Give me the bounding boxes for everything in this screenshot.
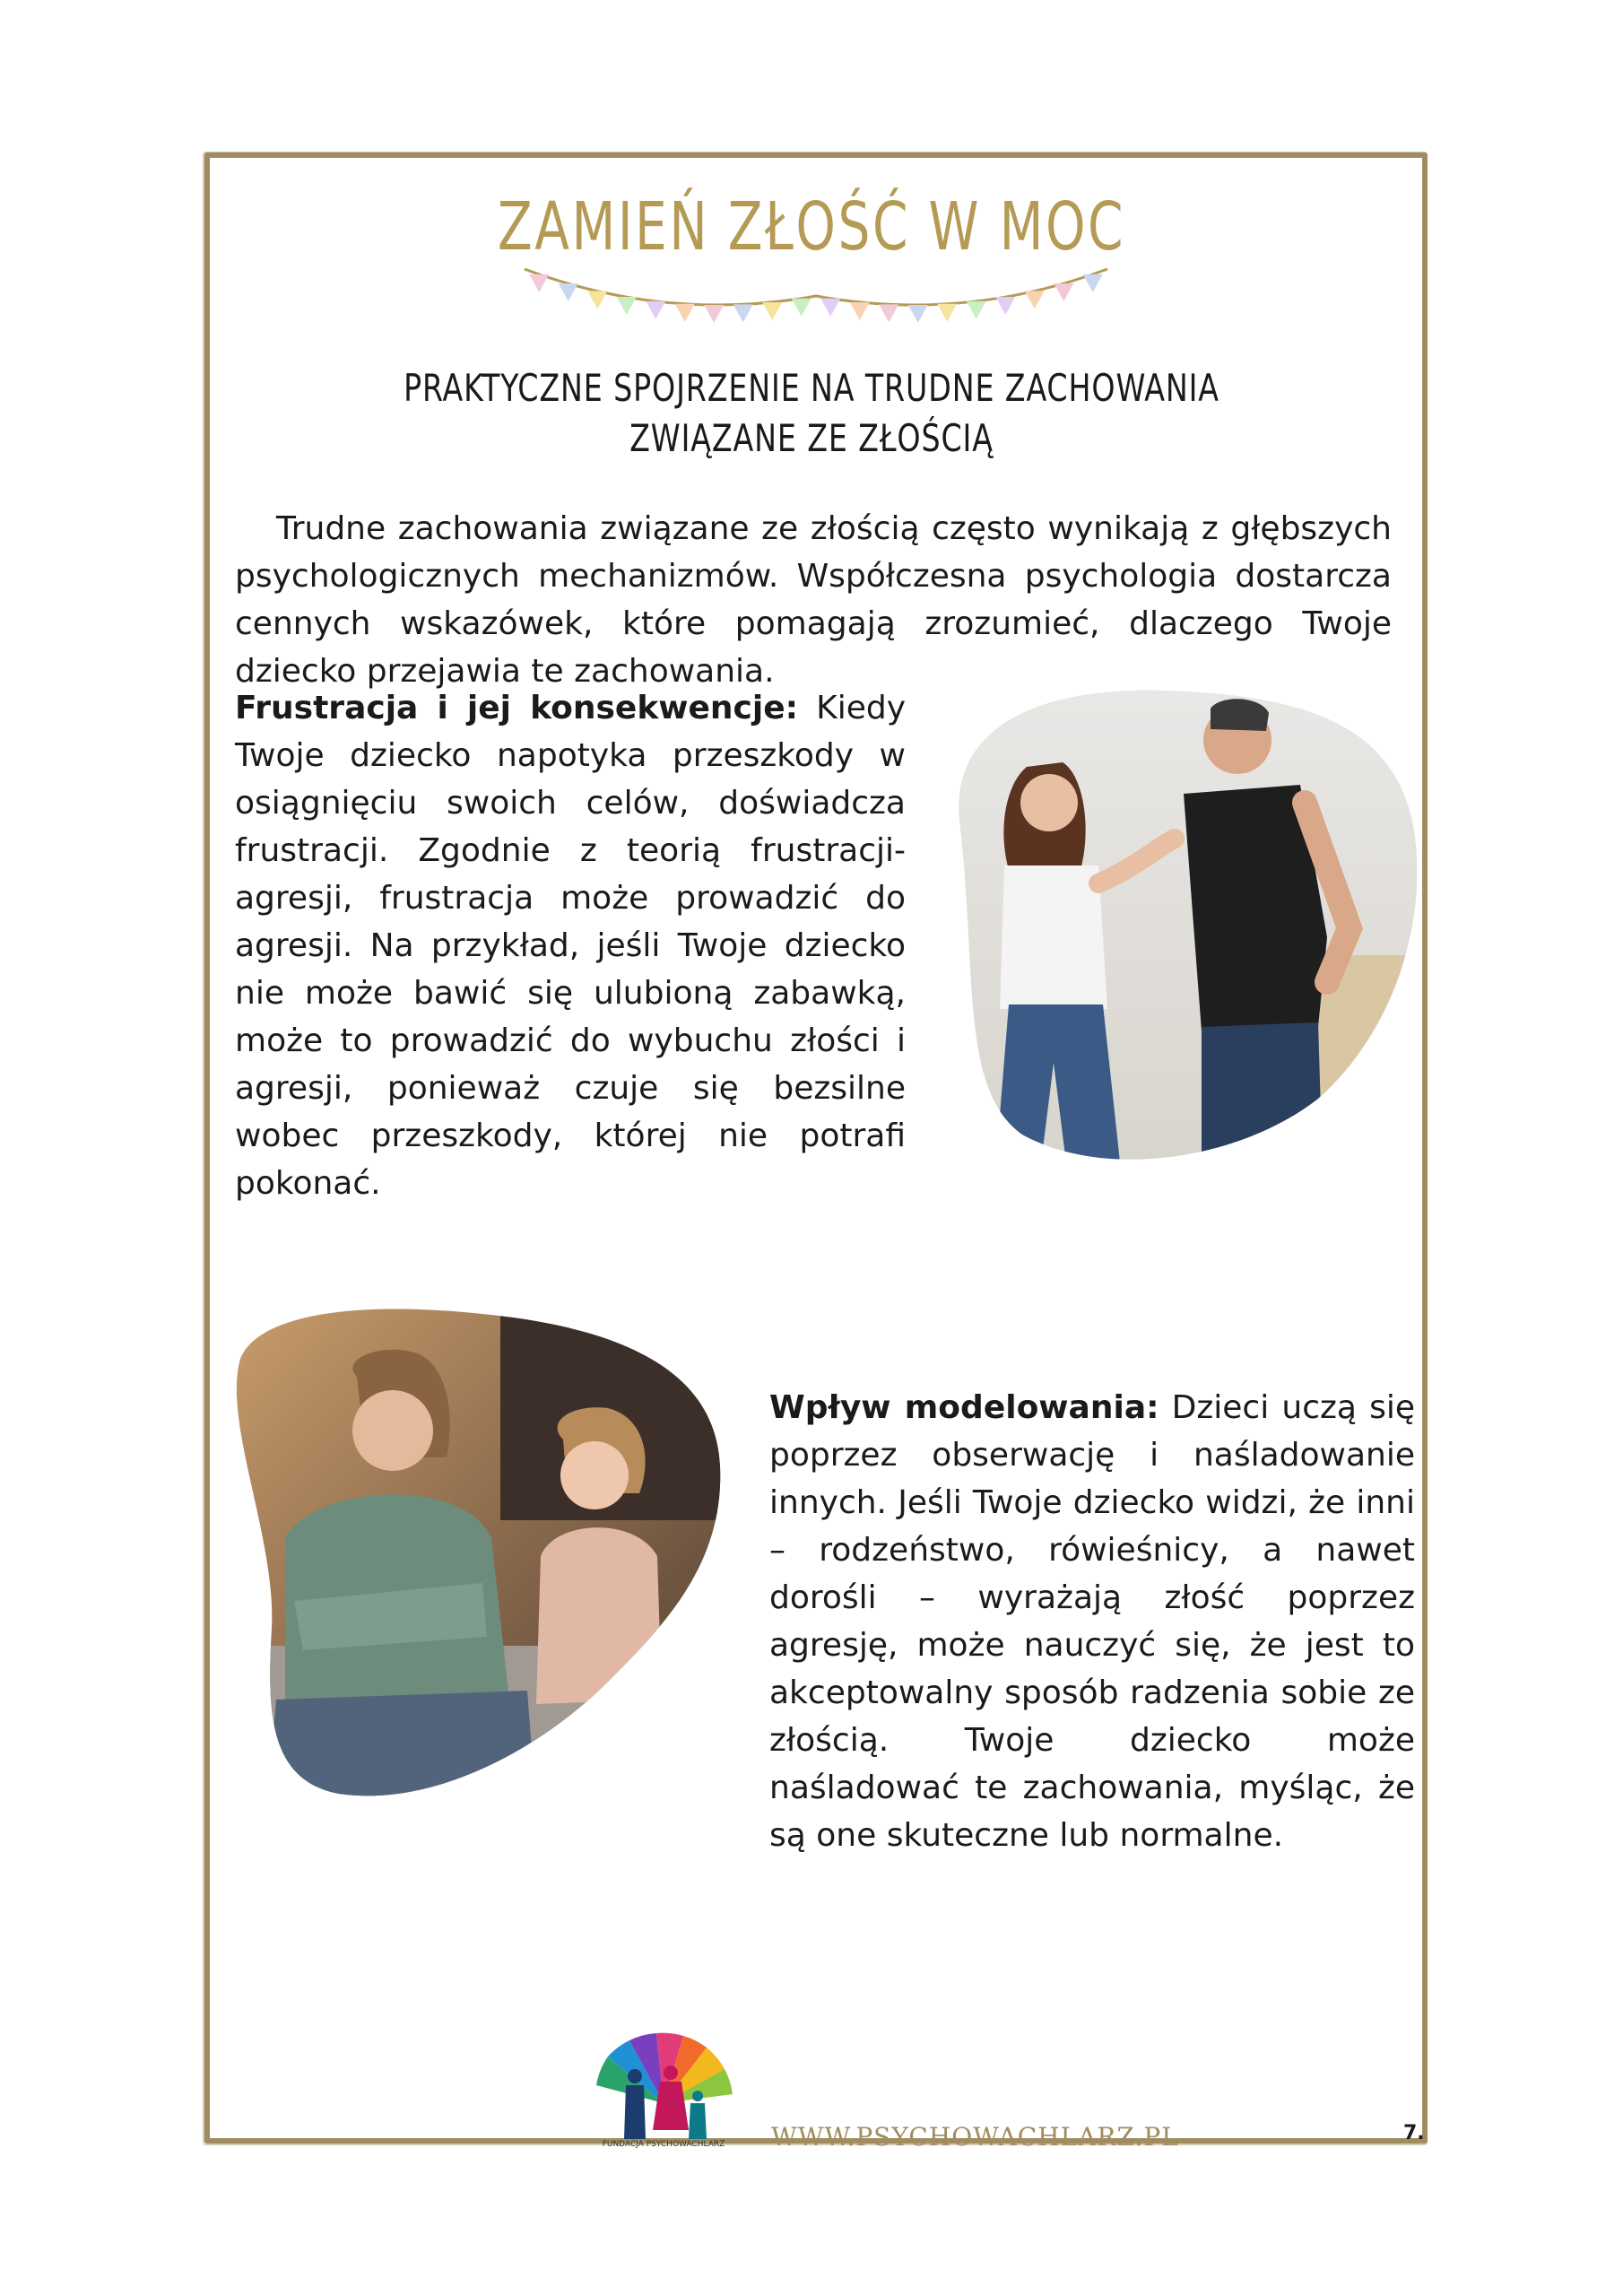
bunting-flag <box>967 301 986 319</box>
upset-mother-daughter-photo <box>231 1305 733 1807</box>
bunting-flag <box>646 301 665 319</box>
bunting-flag <box>587 291 607 309</box>
bunting-flag <box>820 299 840 317</box>
frustration-body: Kiedy Twoje dziecko napotyka przeszkody w osiągnięciu swoich celów, doświadcza frustracji. Zgodnie z teorią frustracji-agresji, frustracja może prowadzić do agresji. Na przykład, jeśli Twoje dziecko nie może bawić się ulubioną zabawką, może to prowadzić do wybuchu złości i agresji, ponieważ czuje się bezsilne wobec przeszkody, której nie potrafi pokonać. <box>235 690 907 1202</box>
page-subtitle: PRAKTYCZNE SPOJRZENIE NA TRUDNE ZACHOWANIA ZWIĄZANE ZE ZŁOŚCIĄ <box>404 366 1219 460</box>
bunting-flag <box>995 297 1015 315</box>
page-title: ZAMIEŃ ZŁOŚĆ W MOC <box>497 188 1126 265</box>
bunting-flag <box>850 302 870 320</box>
bunting-flag <box>529 274 549 292</box>
website-link[interactable]: WWW.PSYCHOWACHLARZ.PL <box>771 2122 1179 2152</box>
bunting-flag <box>1025 291 1045 309</box>
foundation-logo <box>592 2018 735 2152</box>
modeling-heading: Wpływ modelowania: <box>769 1389 1159 1426</box>
logo-caption: FUNDACJA PSYCHOWACHLARZ <box>602 2140 725 2149</box>
frustration-heading: Frustracja i jej konsekwencje: <box>235 690 799 726</box>
bunting-flag <box>879 304 898 322</box>
frustration-paragraph <box>235 684 906 1207</box>
bunting-flag <box>792 299 812 317</box>
bunting-flag <box>733 304 753 322</box>
bunting-flag <box>908 305 928 323</box>
intro-paragraph: Trudne zachowania związane ze złością często wynikają z głębszych psychologicznych mechanizmów. Współczesna psychologia dostarcza cennych wskazówek, które pomagają zrozumieć, dlaczego Twoje dziecko przejawia te zachowania. <box>235 510 1392 690</box>
bunting-flag <box>1083 274 1103 292</box>
page-number: 7. <box>1403 2122 1425 2144</box>
bunting-flag <box>675 304 695 322</box>
bunting-flag <box>937 304 957 322</box>
bunting-flag <box>762 302 782 320</box>
bunting-flag <box>704 305 724 323</box>
modeling-body: Dzieci uczą się poprzez obserwację i naśladowanie innych. Jeśli Twoje dziecko widzi, że inni – rodzeństwo, rówieśnicy, a nawet dorośli – wyrażają złość poprzez agresję, może nauczyć się, że jest to akceptowalny sposób radzenia sobie ze złością. Twoje dziecko może naśladować te zachowania, myśląc, że są one skuteczne lub normalne. <box>769 1389 1415 1854</box>
arguing-couple-photo <box>942 686 1426 1170</box>
modeling-paragraph <box>769 1384 1415 1859</box>
bunting-flag <box>559 283 578 301</box>
bunting-decoration <box>520 256 1112 336</box>
bunting-flag <box>617 297 637 315</box>
bunting-flag <box>1054 283 1073 301</box>
